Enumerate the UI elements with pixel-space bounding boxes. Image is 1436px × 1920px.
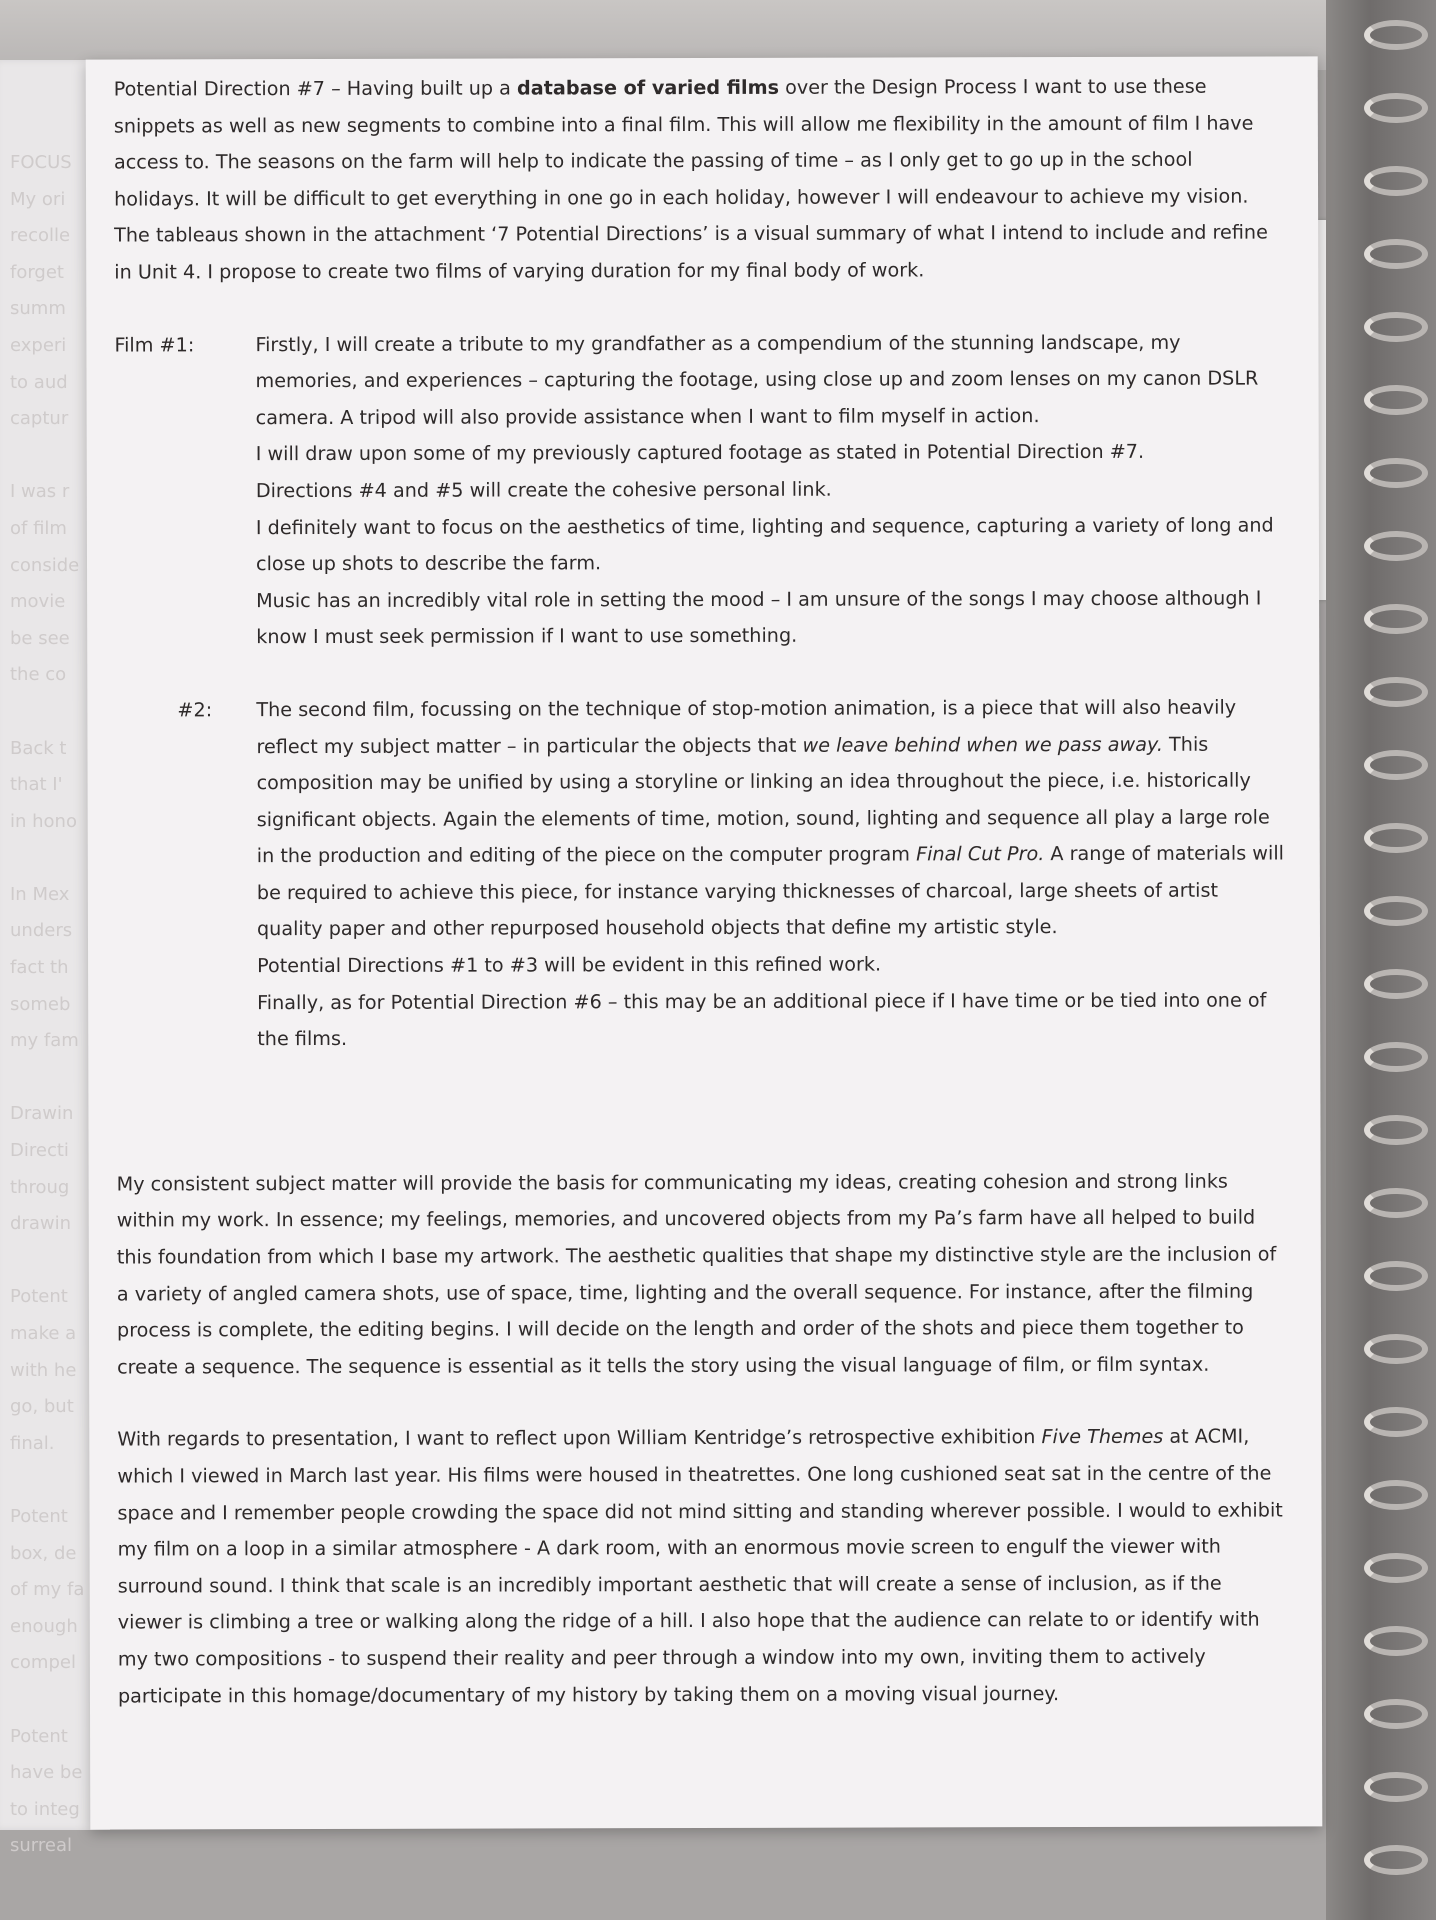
binder-ring — [1364, 969, 1428, 999]
page-content — [114, 68, 1288, 1714]
binder-ring — [1364, 823, 1428, 853]
binder-ring — [1364, 604, 1428, 634]
binder-ring — [1364, 677, 1428, 707]
film-1-section — [114, 324, 1285, 656]
previous-page-line: of my fa — [10, 1579, 85, 1601]
binder-ring — [1364, 1626, 1428, 1656]
binder-ring — [1364, 385, 1428, 415]
previous-page-line: my fam — [10, 1030, 79, 1052]
film-1-line: Music has an incredibly vital role in setting the mood – I am unsure of the songs I may choose although I know I must seek permission if I want to use something. — [256, 586, 1262, 649]
previous-page-line: to aud — [10, 371, 68, 393]
previous-page-line: compel — [10, 1652, 76, 1674]
previous-page-line: go, but — [10, 1396, 74, 1418]
binder-ring — [1364, 312, 1428, 342]
binder-ring — [1364, 93, 1428, 123]
previous-page-line: In Mex — [10, 883, 70, 905]
binder-ring — [1364, 1553, 1428, 1583]
binder-ring — [1364, 20, 1428, 50]
previous-page-line: Potent — [10, 1505, 68, 1527]
presentation-text: at ACMI, which I viewed in March last year. His films were housed in theatrettes. One long cushioned seat sat in the centre of the space and I remember people crowding the space did not mind sitting and standing wherever possible. I would to exhibit my film on a loop in a similar atmosphere - A dark room, with an enormous movie screen to engulf the viewer with surround sound. I think that scale is an incredibly important aesthetic that will create a sense of inclusion, as if the viewer is climbing a tree or walking along the ridge of a hill. I also hope that the audience can relate to or identify with my two compositions - to suspend their reality and peer through a window into my own, inviting them to actively participate in this homage/documentary of my history by taking them on a moving visual journey. — [117, 1424, 1283, 1708]
previous-page-line: that I' — [10, 774, 63, 796]
film-2-line: Potential Directions #1 to #3 will be evident in this refined work. — [257, 952, 882, 978]
binder-ring — [1364, 1480, 1428, 1510]
binder-ring — [1364, 1407, 1428, 1437]
film-1-line: Firstly, I will create a tribute to my grandfather as a compendium of the stunning landscape, my memories, and experiences – capturing the footage, using close up and zoom lenses on my canon DSLR camera. A tripod will also provide assistance when I want to film myself in action. — [255, 330, 1259, 429]
previous-page-line: Directi — [10, 1140, 69, 1162]
binder-ring — [1364, 896, 1428, 926]
previous-page-line: of film — [10, 517, 67, 539]
previous-page-line — [10, 840, 90, 877]
previous-page-line: the co — [10, 664, 67, 686]
previous-page-line: Potent — [10, 1725, 68, 1747]
presentation-italic: Five Themes — [1041, 1425, 1164, 1449]
binder-ring — [1364, 239, 1428, 269]
film-2-text: This composition may be unified by using a storyline or linking an idea throughout the piece, i.e. historically significant objects. Again the elements of time, motion, sound, lighting and sequence all play a large role in the production and editing of the piece on the computer program — [256, 732, 1270, 868]
binder-ring — [1364, 750, 1428, 780]
film-2-label: #2: — [177, 698, 213, 722]
previous-page-line: conside — [10, 554, 80, 576]
previous-page-line: in hono — [10, 810, 77, 832]
previous-page-line — [10, 1462, 90, 1499]
previous-page-line: surreal — [10, 1835, 72, 1857]
binder-ring — [1364, 1845, 1428, 1875]
binder-ring — [1364, 1699, 1428, 1729]
previous-page-line: I was r — [10, 481, 70, 503]
previous-page-line: Potent — [10, 1286, 68, 1308]
film-1-body — [255, 324, 1285, 656]
binder-ring — [1364, 1261, 1428, 1291]
previous-page-line: FOCUS — [10, 152, 72, 173]
previous-page-text — [10, 145, 90, 1865]
previous-page-line: drawin — [10, 1213, 71, 1235]
film-2-line: Finally, as for Potential Direction #6 – this may be an additional piece if I have time or be tied into one of the films. — [257, 988, 1267, 1051]
intro-lead: Potential Direction #7 – Having built up a — [113, 76, 511, 101]
previous-page-line — [10, 694, 90, 731]
film-2-section — [115, 689, 1286, 1058]
previous-page-line: Back t — [10, 737, 67, 759]
previous-page-line — [10, 438, 90, 475]
previous-page-line: throug — [10, 1176, 70, 1198]
spiral-binding — [1326, 0, 1436, 1920]
previous-page-line: to integ — [10, 1798, 80, 1820]
binder-ring — [1364, 1772, 1428, 1802]
previous-page-line: make a — [10, 1323, 77, 1344]
previous-page-line: experi — [10, 334, 67, 356]
film-1-label: Film #1: — [114, 332, 195, 357]
previous-page-line: Drawin — [10, 1103, 74, 1125]
film-2-italic: Final Cut Pro. — [916, 842, 1045, 866]
previous-page-line: have be — [10, 1762, 83, 1784]
film-1-line: Directions #4 and #5 will create the cohesive personal link. — [255, 477, 832, 503]
previous-page-line: box, de — [10, 1542, 77, 1564]
previous-page-line: recolle — [10, 225, 71, 247]
previous-page-line: unders — [10, 920, 73, 942]
previous-page-line: movie — [10, 591, 66, 613]
intro-bold-phrase: database of varied films — [516, 75, 780, 100]
film-2-text: The second film, focussing on the technique of stop-motion animation, is a piece that will also heavily reflect my subject matter – in particular the objects that — [256, 695, 1237, 758]
presentation-text: With regards to presentation, I want to reflect upon William Kentridge’s retrospective exhibition — [117, 1425, 1036, 1451]
previous-page-line: enough — [10, 1615, 78, 1637]
previous-page-line: forget — [10, 261, 64, 283]
previous-page-line: My ori — [10, 188, 66, 210]
film-1-line: I will draw upon some of my previously captured footage as stated in Potential Direction #7. — [255, 440, 1145, 466]
binder-ring — [1364, 531, 1428, 561]
previous-page-line: final. — [10, 1432, 55, 1454]
binder-ring — [1364, 1115, 1428, 1145]
intro-rest: over the Design Process I want to use these snippets as well as new segments to combine into a final film. This will allow me flexibility in the amount of film I have access to. The seasons on the farm will help to indicate the passing of time – as I only get to go up in the school holidays. It will be difficult to get everything in one go in each holiday, however I will endeavour to achieve my vision. The tableaus shown in the attachment ‘7 Potential Directions’ is a visual summary of what I intend to include and refine in Unit 4. I propose to create two films of varying duration for my final body of work. — [113, 74, 1268, 284]
binder-ring — [1364, 1188, 1428, 1218]
previous-page-line — [10, 1243, 90, 1280]
film-2-paragraph — [256, 689, 1286, 948]
previous-page-line: be see — [10, 627, 70, 649]
binder-ring — [1364, 1334, 1428, 1364]
previous-page-line: captur — [10, 408, 69, 430]
intro-paragraph — [114, 68, 1285, 291]
binder-ring — [1364, 166, 1428, 196]
previous-page-line — [10, 1060, 90, 1097]
binder-ring — [1364, 1042, 1428, 1072]
document-page — [86, 56, 1323, 1829]
subject-matter-paragraph: My consistent subject matter will provide the basis for communicating my ideas, creating cohesion and strong links within my work. In essence; my feelings, memories, and uncovered objects from my Pa’s farm have all helped to build this foundation from which I base my artwork. The aesthetic qualities that shape my distinctive style are the inclusion of a variety of angled camera shots, use of space, time, lighting and the overall sequence. For instance, after the filming process is complete, the editing begins. I will decide on the length and order of the shots and piece them together to create a sequence. The sequence is essential as it tells the story using the visual language of film, or film syntax. — [116, 1169, 1277, 1379]
film-2-italic: we leave behind when we pass away. — [802, 732, 1163, 757]
film-2-text: A range of materials will be required to achieve this piece, for instance varying thicknesses of charcoal, large sheets of artist quality paper and other repurposed household objects that define my artistic style. — [256, 841, 1285, 941]
previous-page-line: summ — [10, 298, 66, 320]
presentation-paragraph — [117, 1419, 1288, 1715]
binder-ring — [1364, 458, 1428, 488]
previous-page-line — [10, 1682, 90, 1719]
film-1-line: I definitely want to focus on the aesthetics of time, lighting and sequence, capturing a variety of long and close up shots to describe the farm. — [255, 513, 1274, 576]
previous-page-line: with he — [10, 1359, 77, 1381]
film-2-body — [256, 689, 1286, 1058]
previous-page-line: someb — [10, 993, 71, 1015]
previous-page-line: fact th — [10, 957, 69, 979]
